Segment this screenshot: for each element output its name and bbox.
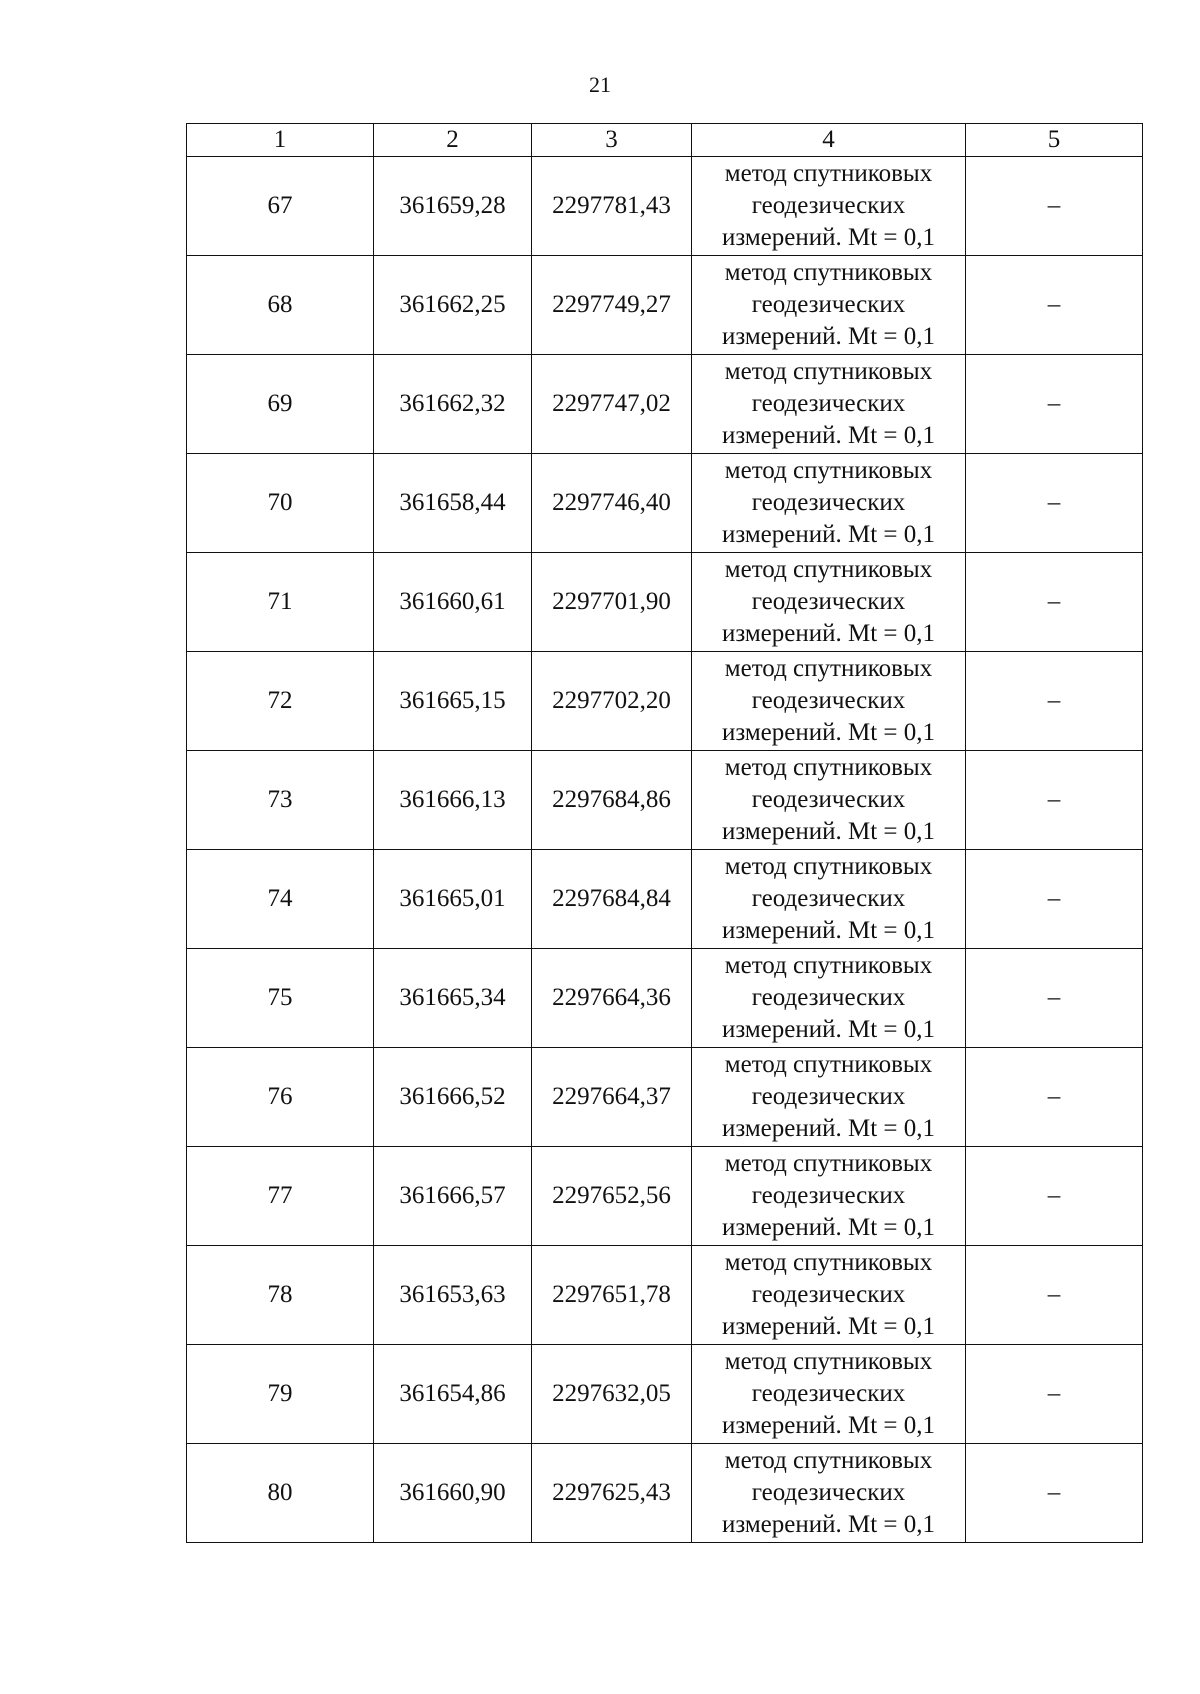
table-row — [187, 1345, 1143, 1444]
method-cell — [692, 355, 966, 454]
note-cell: – — [966, 553, 1143, 652]
method-text-line: метод спутниковых — [724, 259, 933, 286]
column-header: 5 — [966, 124, 1143, 157]
x-coordinate-cell: 361666,57 — [374, 1147, 532, 1246]
point-number-cell: 72 — [187, 652, 374, 751]
method-cell — [692, 553, 966, 652]
table-row — [187, 652, 1143, 751]
point-number-cell: 76 — [187, 1048, 374, 1147]
table-row — [187, 1444, 1143, 1543]
method-text-line: измерений. Mt = 0,1 — [721, 719, 936, 746]
point-number-cell: 78 — [187, 1246, 374, 1345]
y-coordinate-cell: 2297749,27 — [532, 256, 692, 355]
point-number-cell: 70 — [187, 454, 374, 553]
y-coordinate-cell: 2297701,90 — [532, 553, 692, 652]
method-text-line: геодезических — [751, 1380, 906, 1407]
note-cell: – — [966, 1444, 1143, 1543]
page-number: 21 — [589, 72, 611, 97]
point-number-cell: 74 — [187, 850, 374, 949]
y-coordinate-cell: 2297747,02 — [532, 355, 692, 454]
method-cell — [692, 454, 966, 553]
point-number-cell: 68 — [187, 256, 374, 355]
method-text-line: измерений. Mt = 0,1 — [721, 323, 936, 350]
y-coordinate-cell: 2297651,78 — [532, 1246, 692, 1345]
method-cell — [692, 850, 966, 949]
method-cell — [692, 1345, 966, 1444]
method-text-line: метод спутниковых — [724, 853, 933, 880]
method-text-line: измерений. Mt = 0,1 — [721, 818, 936, 845]
x-coordinate-cell: 361654,86 — [374, 1345, 532, 1444]
method-text-line: измерений. Mt = 0,1 — [721, 521, 936, 548]
method-cell — [692, 1048, 966, 1147]
x-coordinate-cell: 361665,01 — [374, 850, 532, 949]
x-coordinate-cell: 361665,34 — [374, 949, 532, 1048]
method-text-line: измерений. Mt = 0,1 — [721, 1412, 936, 1439]
x-coordinate-cell: 361653,63 — [374, 1246, 532, 1345]
method-text-line: измерений. Mt = 0,1 — [721, 1214, 936, 1241]
x-coordinate-cell: 361660,61 — [374, 553, 532, 652]
method-cell — [692, 1147, 966, 1246]
method-text-line: геодезических — [751, 489, 906, 516]
column-header: 1 — [187, 124, 374, 157]
y-coordinate-cell: 2297781,43 — [532, 157, 692, 256]
method-text-line: измерений. Mt = 0,1 — [721, 917, 936, 944]
method-cell — [692, 949, 966, 1048]
method-cell — [692, 1444, 966, 1543]
method-text-line: геодезических — [751, 291, 906, 318]
method-text-line: геодезических — [751, 1479, 906, 1506]
method-text-line: метод спутниковых — [724, 1150, 933, 1177]
method-text-line: измерений. Mt = 0,1 — [721, 224, 936, 251]
note-cell: – — [966, 751, 1143, 850]
method-text-line: геодезических — [751, 687, 906, 714]
method-text-line: геодезических — [751, 984, 906, 1011]
method-text-line: геодезических — [751, 1182, 906, 1209]
table-header-row — [187, 124, 1143, 157]
method-text-line: геодезических — [751, 192, 906, 219]
method-text-line: метод спутниковых — [724, 160, 933, 187]
table-row — [187, 1246, 1143, 1345]
table-row — [187, 454, 1143, 553]
table-row — [187, 553, 1143, 652]
method-text-line: метод спутниковых — [724, 1447, 933, 1474]
table-row — [187, 850, 1143, 949]
method-text-line: измерений. Mt = 0,1 — [721, 1313, 936, 1340]
x-coordinate-cell: 361658,44 — [374, 454, 532, 553]
y-coordinate-cell: 2297702,20 — [532, 652, 692, 751]
table-body — [187, 157, 1143, 1543]
x-coordinate-cell: 361666,52 — [374, 1048, 532, 1147]
note-cell: – — [966, 652, 1143, 751]
y-coordinate-cell: 2297625,43 — [532, 1444, 692, 1543]
column-header: 2 — [374, 124, 532, 157]
method-cell — [692, 751, 966, 850]
point-number-cell: 77 — [187, 1147, 374, 1246]
method-text-line: геодезических — [751, 786, 906, 813]
method-text-line: геодезических — [751, 885, 906, 912]
method-text-line: измерений. Mt = 0,1 — [721, 1511, 936, 1538]
note-cell: – — [966, 1246, 1143, 1345]
table-row — [187, 256, 1143, 355]
table-row — [187, 751, 1143, 850]
method-text-line: метод спутниковых — [724, 358, 933, 385]
x-coordinate-cell: 361665,15 — [374, 652, 532, 751]
point-number-cell: 75 — [187, 949, 374, 1048]
x-coordinate-cell: 361666,13 — [374, 751, 532, 850]
method-text-line: метод спутниковых — [724, 655, 933, 682]
method-text-line: геодезических — [751, 1281, 906, 1308]
note-cell: – — [966, 157, 1143, 256]
method-text-line: измерений. Mt = 0,1 — [721, 1016, 936, 1043]
y-coordinate-cell: 2297746,40 — [532, 454, 692, 553]
method-text-line: измерений. Mt = 0,1 — [721, 620, 936, 647]
note-cell: – — [966, 1147, 1143, 1246]
method-cell — [692, 1246, 966, 1345]
method-text-line: измерений. Mt = 0,1 — [721, 422, 936, 449]
note-cell: – — [966, 949, 1143, 1048]
point-number-cell: 79 — [187, 1345, 374, 1444]
method-text-line: метод спутниковых — [724, 754, 933, 781]
method-cell — [692, 652, 966, 751]
y-coordinate-cell: 2297684,84 — [532, 850, 692, 949]
method-text-line: измерений. Mt = 0,1 — [721, 1115, 936, 1142]
table-row — [187, 355, 1143, 454]
y-coordinate-cell: 2297664,37 — [532, 1048, 692, 1147]
note-cell: – — [966, 1048, 1143, 1147]
x-coordinate-cell: 361662,32 — [374, 355, 532, 454]
method-text-line: метод спутниковых — [724, 1348, 933, 1375]
table-row — [187, 1048, 1143, 1147]
method-cell — [692, 157, 966, 256]
point-number-cell: 71 — [187, 553, 374, 652]
point-number-cell: 67 — [187, 157, 374, 256]
y-coordinate-cell: 2297652,56 — [532, 1147, 692, 1246]
method-text-line: метод спутниковых — [724, 952, 933, 979]
y-coordinate-cell: 2297632,05 — [532, 1345, 692, 1444]
method-text-line: метод спутниковых — [724, 556, 933, 583]
method-text-line: метод спутниковых — [724, 1249, 933, 1276]
column-header: 3 — [532, 124, 692, 157]
x-coordinate-cell: 361662,25 — [374, 256, 532, 355]
point-number-cell: 69 — [187, 355, 374, 454]
table-row — [187, 157, 1143, 256]
point-number-cell: 80 — [187, 1444, 374, 1543]
note-cell: – — [966, 1345, 1143, 1444]
y-coordinate-cell: 2297684,86 — [532, 751, 692, 850]
note-cell: – — [966, 454, 1143, 553]
method-text-line: геодезических — [751, 1083, 906, 1110]
method-text-line: метод спутниковых — [724, 1051, 933, 1078]
note-cell: – — [966, 256, 1143, 355]
note-cell: – — [966, 355, 1143, 454]
method-cell — [692, 256, 966, 355]
method-text-line: геодезических — [751, 390, 906, 417]
y-coordinate-cell: 2297664,36 — [532, 949, 692, 1048]
column-header: 4 — [692, 124, 966, 157]
table-row — [187, 1147, 1143, 1246]
table-row — [187, 949, 1143, 1048]
method-text-line: геодезических — [751, 588, 906, 615]
x-coordinate-cell: 361660,90 — [374, 1444, 532, 1543]
x-coordinate-cell: 361659,28 — [374, 157, 532, 256]
method-text-line: метод спутниковых — [724, 457, 933, 484]
coordinates-table — [186, 123, 1143, 1543]
point-number-cell: 73 — [187, 751, 374, 850]
note-cell: – — [966, 850, 1143, 949]
